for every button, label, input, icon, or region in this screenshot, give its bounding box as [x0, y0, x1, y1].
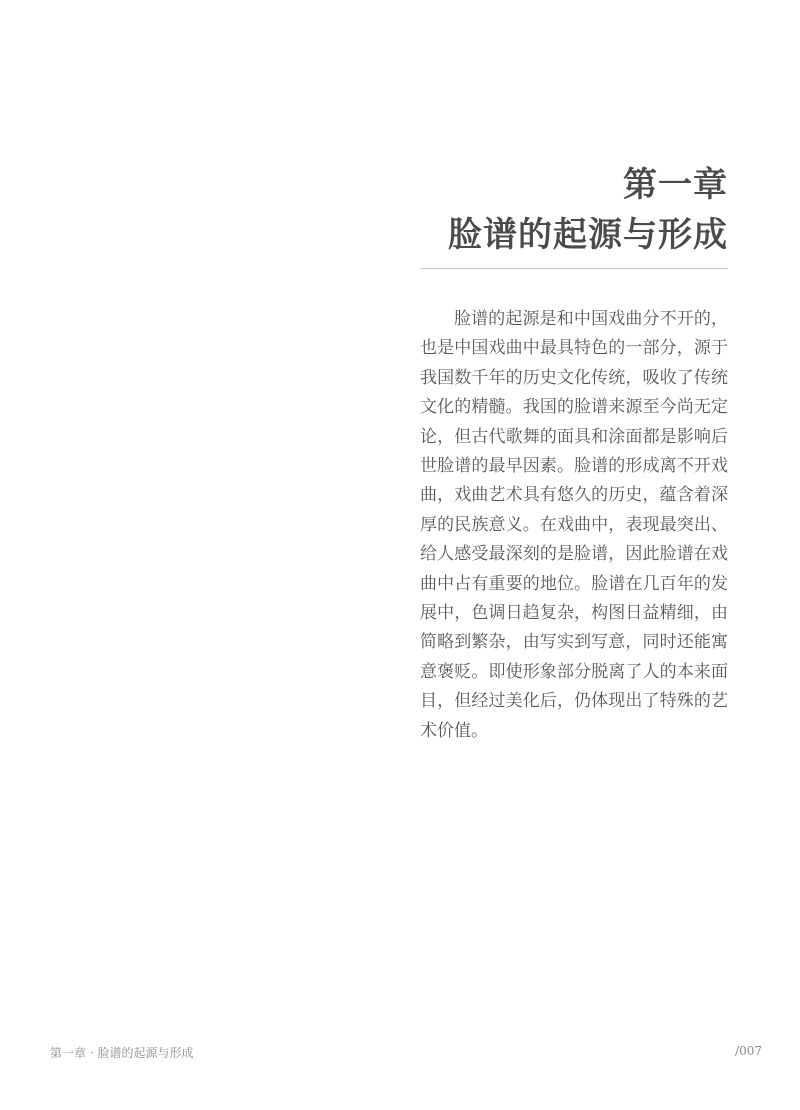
heading-divider [420, 268, 728, 269]
chapter-title: 脸谱的起源与形成 [448, 215, 728, 255]
chapter-heading [420, 160, 728, 260]
running-footer-title: 第一章 · 脸谱的起源与形成 [50, 1046, 194, 1060]
body-paragraph: 脸谱的起源是和中国戏曲分不开的，也是中国戏曲中最具特色的一部分，源于我国数千年的历史文化传统，吸收了传统文化的精髓。我国的脸谱来源至今尚无定论，但古代歌舞的面具和涂面都是影响后世脸谱的最早因素。脸谱的形成离不开戏曲，戏曲艺术具有悠久的历史，蕴含着深厚的民族意义。在戏曲中，表现最突出、给人感受最深刻的是脸谱，因此脸谱在戏曲中占有重要的地位。脸谱在几百年的发展中，色调日趋复杂，构图日益精细，由简略到繁杂，由写实到写意，同时还能寓意褒贬。即使形象部分脱离了人的本来面目，但经过美化后，仍体现出了特殊的艺术价值。 [420, 309, 728, 741]
chapter-number: 第一章 [623, 165, 728, 205]
page-number: /007 [735, 1044, 762, 1058]
